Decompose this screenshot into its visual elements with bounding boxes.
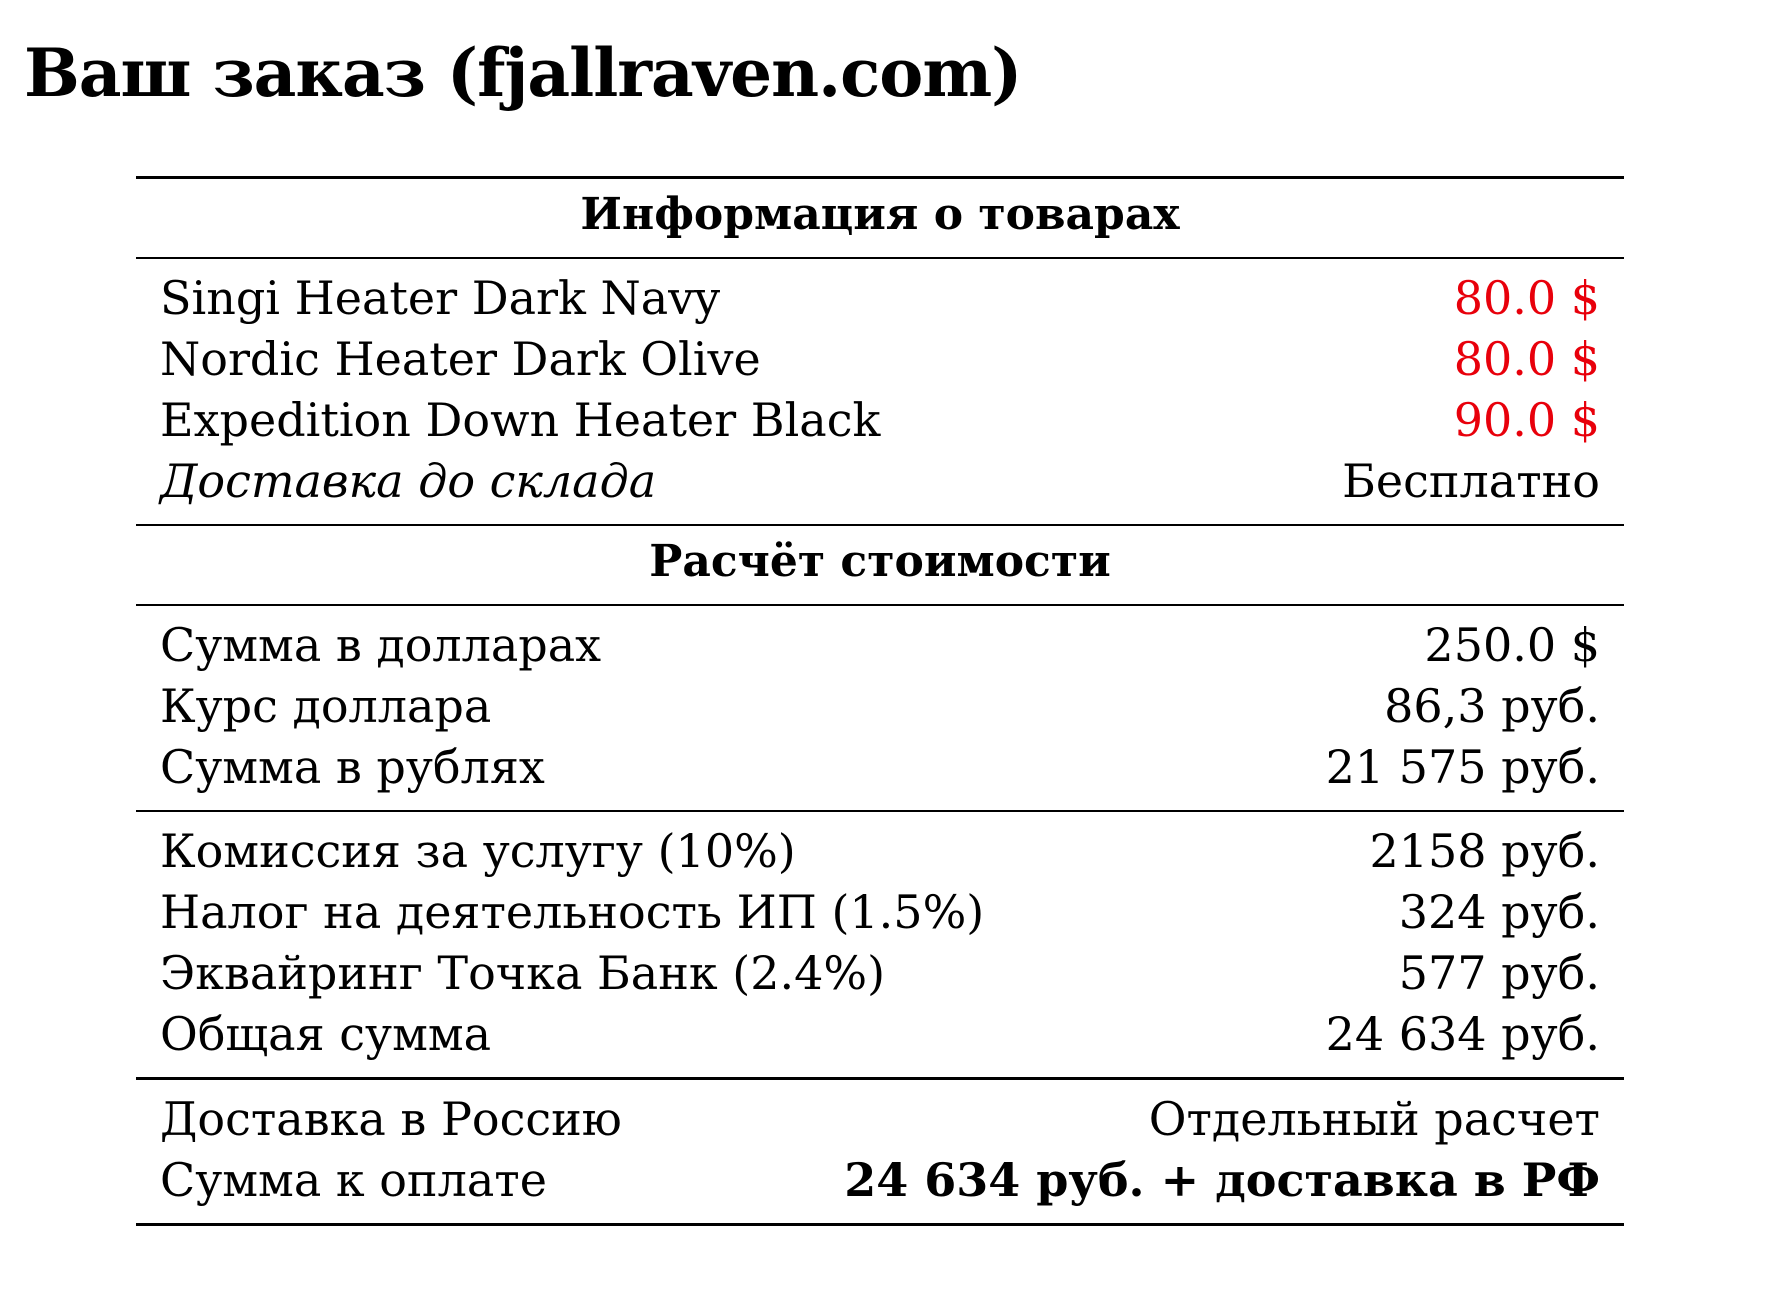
fee-row <box>136 943 1624 1004</box>
russia-delivery-label: Доставка в Россию <box>160 1092 622 1146</box>
bottom-rule <box>136 1223 1624 1226</box>
fee-row <box>136 882 1624 943</box>
total-label: Общая сумма <box>160 1007 492 1061</box>
goods-item-name: Singi Heater Dark Navy <box>160 271 721 325</box>
total-value: 24 634 руб. <box>1325 1007 1600 1061</box>
fee-label: Эквайринг Точка Банк (2.4%) <box>160 946 886 1000</box>
order-table <box>136 176 1624 1226</box>
fee-row <box>136 821 1624 882</box>
conversion-row <box>136 676 1624 737</box>
calc-section-header: Расчёт стоимости <box>649 536 1111 587</box>
goods-item <box>136 390 1624 451</box>
conversion-value: 21 575 руб. <box>1325 740 1600 794</box>
fee-label: Налог на деятельность ИП (1.5%) <box>160 885 985 939</box>
conversion-label: Сумма в долларах <box>160 618 602 672</box>
warehouse-delivery-row <box>136 451 1624 512</box>
russia-delivery-value: Отдельный расчет <box>1148 1092 1600 1146</box>
goods-section-header: Информация о товарах <box>580 189 1180 240</box>
conversion-label: Сумма в рублях <box>160 740 545 794</box>
goods-item-name: Nordic Heater Dark Olive <box>160 332 761 386</box>
goods-list <box>136 259 1624 524</box>
fee-label: Комиссия за услугу (10%) <box>160 824 796 878</box>
total-row <box>136 1004 1624 1065</box>
warehouse-delivery-value: Бесплатно <box>1342 454 1600 508</box>
goods-item-name: Expedition Down Heater Black <box>160 393 881 447</box>
page-title: Ваш заказ (fjallraven.com) <box>24 34 1022 112</box>
fee-value: 577 руб. <box>1398 946 1600 1000</box>
final-list <box>136 1080 1624 1223</box>
conversion-value: 250.0 $ <box>1424 618 1600 672</box>
goods-item <box>136 268 1624 329</box>
goods-item <box>136 329 1624 390</box>
to-pay-value: 24 634 руб. + доставка в РФ <box>844 1153 1600 1207</box>
to-pay-label: Сумма к оплате <box>160 1153 547 1207</box>
goods-item-price: 80.0 $ <box>1453 332 1600 386</box>
warehouse-delivery-label: Доставка до склада <box>160 454 657 508</box>
fee-value: 2158 руб. <box>1369 824 1600 878</box>
goods-item-price: 80.0 $ <box>1453 271 1600 325</box>
goods-item-price: 90.0 $ <box>1453 393 1600 447</box>
conversion-row <box>136 615 1624 676</box>
fees-list <box>136 812 1624 1077</box>
to-pay-row <box>136 1150 1624 1211</box>
conversion-value: 86,3 руб. <box>1384 679 1600 733</box>
conversion-row <box>136 737 1624 798</box>
conversion-label: Курс доллара <box>160 679 492 733</box>
russia-delivery-row <box>136 1089 1624 1150</box>
conversion-list <box>136 606 1624 810</box>
fee-value: 324 руб. <box>1398 885 1600 939</box>
